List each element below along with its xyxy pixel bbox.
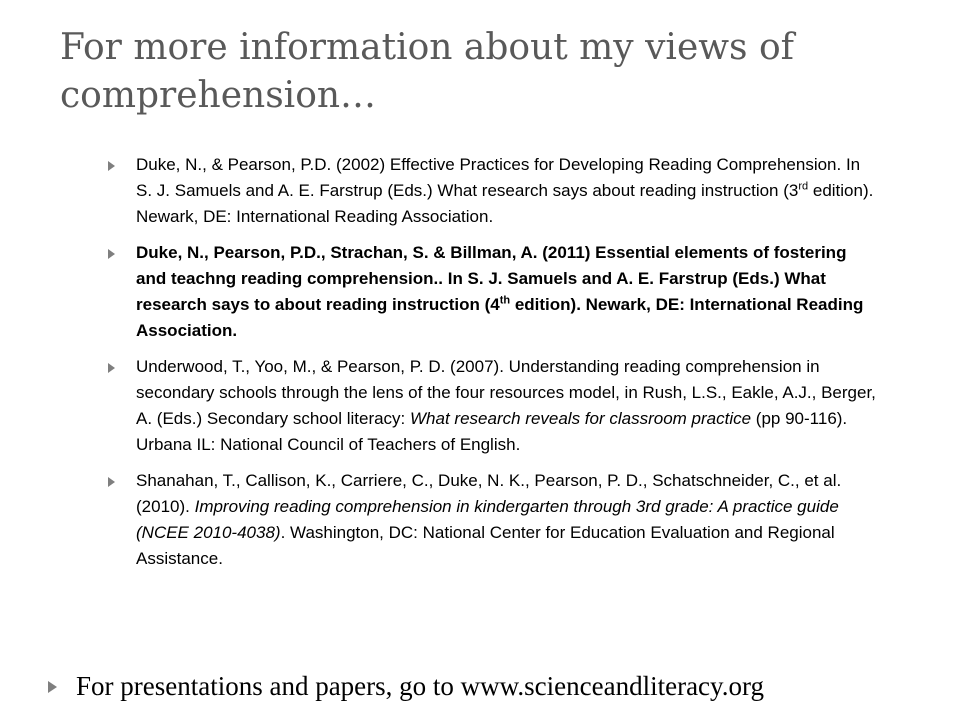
reference-text: Duke, N., & Pearson, P.D. (2002) Effective Practices for Developing Reading Comprehension. In S. J. Samuels and A. E. Farstrup (Eds.) What research says about reading instruction (3 bbox=[136, 155, 861, 200]
reference-italic-text: What research reveals for classroom practice bbox=[410, 409, 752, 428]
footer-text: For presentations and papers, go to www.scienceandliteracy.org bbox=[76, 671, 765, 701]
reference-text: Shanahan, T., Callison, K., Carriere, C., Duke, N. K., Pearson, P. D., Schatschneider, C., et al. (2010). bbox=[136, 471, 842, 516]
reference-italic-text: Improving reading comprehension in kindergarten through 3rd grade: A practice guide (NCEE 2010-4038) bbox=[136, 497, 839, 542]
reference-text: (pp 90-116). Urbana IL: National Council of Teachers of English. bbox=[136, 409, 848, 454]
reference-text: Underwood, T., Yoo, M., & Pearson, P. D. (2007). Understanding reading comprehension in secondary schools through the lens of the four resources model, in Rush, L.S., Eakle, A.J., Berger, A. (Eds.) Secondary school literacy: bbox=[136, 357, 876, 428]
reference-superscript: rd bbox=[798, 180, 809, 193]
reference-text: edition). Newark, DE: International Reading Association. bbox=[136, 181, 874, 226]
reference-text: . Washington, DC: National Center for Education Evaluation and Regional Assistance. bbox=[136, 523, 835, 568]
reference-text: edition). Newark, DE: International Reading Association. bbox=[136, 295, 864, 340]
triangle-bullet-icon bbox=[48, 681, 57, 693]
reference-text: Duke, N., Pearson, P.D., Strachan, S. & Billman, A. (2011) Essential elements of fostering and teachng reading comprehension.. In S. J. Samuels and A. E. Farstrup (Eds.) What research says to about reading instruction (4 bbox=[136, 243, 847, 314]
reference-item bbox=[104, 354, 876, 458]
reference-item bbox=[104, 152, 876, 230]
triangle-bullet-icon bbox=[108, 161, 115, 171]
reference-item bbox=[104, 468, 876, 572]
reference-superscript: th bbox=[499, 294, 511, 307]
triangle-bullet-icon bbox=[108, 363, 115, 373]
footer-bullet-item bbox=[48, 668, 928, 704]
triangle-bullet-icon bbox=[108, 477, 115, 487]
reference-list bbox=[104, 152, 876, 582]
triangle-bullet-icon bbox=[108, 249, 115, 259]
slide-title: For more information about my views of comprehension… bbox=[60, 27, 794, 116]
reference-item bbox=[104, 240, 876, 344]
